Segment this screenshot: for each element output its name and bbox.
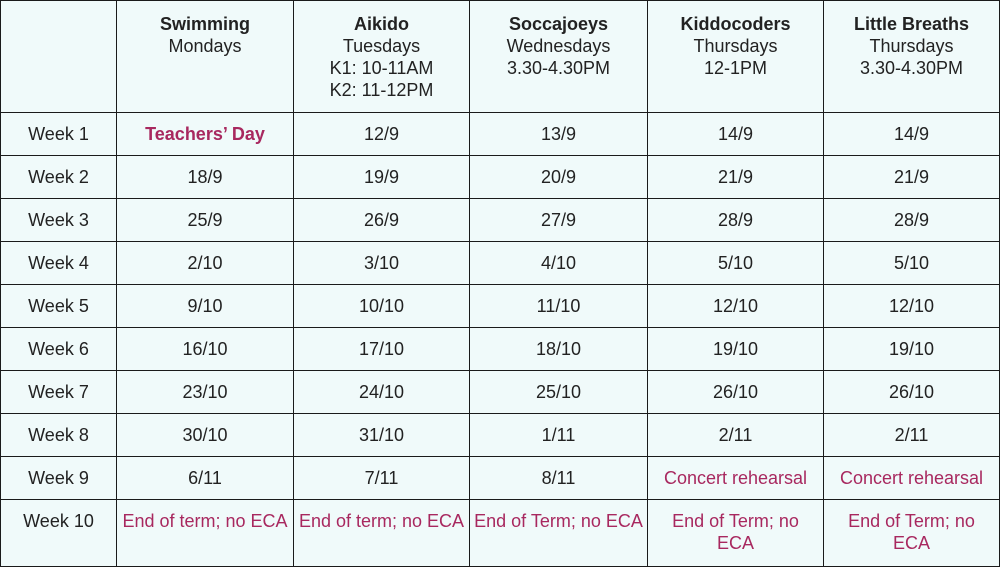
activity-schedule-line: 12-1PM xyxy=(703,58,768,78)
week-label: Week 4 xyxy=(1,242,117,285)
table-cell: 12/9 xyxy=(294,113,470,156)
table-cell: 26/10 xyxy=(824,371,1000,414)
table-cell: 2/11 xyxy=(824,414,1000,457)
table-cell: 9/10 xyxy=(117,285,294,328)
week-label: Week 1 xyxy=(1,113,117,156)
week-label: Week 3 xyxy=(1,199,117,242)
table-cell: 14/9 xyxy=(648,113,824,156)
activity-name: Kiddocoders xyxy=(680,14,791,34)
column-header-kiddocoders xyxy=(648,1,824,113)
activity-name: Swimming xyxy=(159,14,250,34)
column-header-aikido xyxy=(294,1,470,113)
table-cell: 16/10 xyxy=(117,328,294,371)
table-cell: 25/10 xyxy=(470,371,648,414)
week-label: Week 5 xyxy=(1,285,117,328)
table-cell: End of Term; no ECA xyxy=(648,500,824,567)
activity-schedule-line: 3.30-4.30PM xyxy=(506,58,611,78)
table-cell: 24/10 xyxy=(294,371,470,414)
table-row xyxy=(1,156,1000,199)
table-cell: 20/9 xyxy=(470,156,648,199)
table-row xyxy=(1,414,1000,457)
table-cell: 30/10 xyxy=(117,414,294,457)
table-cell: 12/10 xyxy=(824,285,1000,328)
activity-schedule-line: Thursdays xyxy=(869,36,954,56)
table-cell: 6/11 xyxy=(117,457,294,500)
table-cell: 14/9 xyxy=(824,113,1000,156)
week-label: Week 8 xyxy=(1,414,117,457)
table-row xyxy=(1,500,1000,567)
activity-schedule-line: 3.30-4.30PM xyxy=(859,58,964,78)
table-cell: Concert rehearsal xyxy=(824,457,1000,500)
table-row xyxy=(1,371,1000,414)
table-row xyxy=(1,457,1000,500)
activity-schedule-line: K1: 10-11AM xyxy=(329,58,434,78)
table-cell: 7/11 xyxy=(294,457,470,500)
table-cell: 11/10 xyxy=(470,285,648,328)
table-cell: 4/10 xyxy=(470,242,648,285)
activity-name: Soccajoeys xyxy=(508,14,609,34)
table-cell: 2/11 xyxy=(648,414,824,457)
table-cell: 2/10 xyxy=(117,242,294,285)
table-row xyxy=(1,113,1000,156)
activity-schedule-line: Wednesdays xyxy=(506,36,611,56)
table-row xyxy=(1,328,1000,371)
activity-schedule-line: Mondays xyxy=(168,36,242,56)
table-cell: 27/9 xyxy=(470,199,648,242)
table-cell: End of term; no ECA xyxy=(117,500,294,567)
activity-name: Little Breaths xyxy=(853,14,970,34)
table-cell: 3/10 xyxy=(294,242,470,285)
table-cell: 19/10 xyxy=(824,328,1000,371)
column-header-soccajoeys xyxy=(470,1,648,113)
activity-schedule-line: K2: 11-12PM xyxy=(329,80,434,100)
week-label: Week 7 xyxy=(1,371,117,414)
table-cell: 28/9 xyxy=(824,199,1000,242)
week-label: Week 9 xyxy=(1,457,117,500)
table-cell: Teachers’ Day xyxy=(117,113,294,156)
table-cell: 31/10 xyxy=(294,414,470,457)
table-cell: 23/10 xyxy=(117,371,294,414)
table-cell: 21/9 xyxy=(824,156,1000,199)
table-cell: 26/10 xyxy=(648,371,824,414)
table-cell: 21/9 xyxy=(648,156,824,199)
table-cell: 25/9 xyxy=(117,199,294,242)
column-header-little-breaths xyxy=(824,1,1000,113)
table-cell: 8/11 xyxy=(470,457,648,500)
table-cell: 19/9 xyxy=(294,156,470,199)
table-cell: End of term; no ECA xyxy=(294,500,470,567)
activity-schedule-line: Tuesdays xyxy=(342,36,421,56)
week-label: Week 10 xyxy=(1,500,117,567)
activity-name: Aikido xyxy=(353,14,409,34)
table-cell: Concert rehearsal xyxy=(648,457,824,500)
table-cell: 28/9 xyxy=(648,199,824,242)
table-row xyxy=(1,285,1000,328)
column-header-swimming xyxy=(117,1,294,113)
table-cell: 18/9 xyxy=(117,156,294,199)
table-cell: 1/11 xyxy=(470,414,648,457)
table-row xyxy=(1,199,1000,242)
table-cell: End of Term; no ECA xyxy=(470,500,648,567)
table-cell: 5/10 xyxy=(824,242,1000,285)
activity-schedule-line: Thursdays xyxy=(693,36,778,56)
table-cell: End of Term; no ECA xyxy=(824,500,1000,567)
table-cell: 5/10 xyxy=(648,242,824,285)
table-cell: 12/10 xyxy=(648,285,824,328)
table-cell: 17/10 xyxy=(294,328,470,371)
table-cell: 19/10 xyxy=(648,328,824,371)
table-row xyxy=(1,242,1000,285)
header-row xyxy=(1,1,1000,113)
table-cell: 10/10 xyxy=(294,285,470,328)
week-label: Week 6 xyxy=(1,328,117,371)
table-cell: 26/9 xyxy=(294,199,470,242)
week-label: Week 2 xyxy=(1,156,117,199)
corner-header-cell xyxy=(1,1,117,113)
table-cell: 18/10 xyxy=(470,328,648,371)
table-cell: 13/9 xyxy=(470,113,648,156)
